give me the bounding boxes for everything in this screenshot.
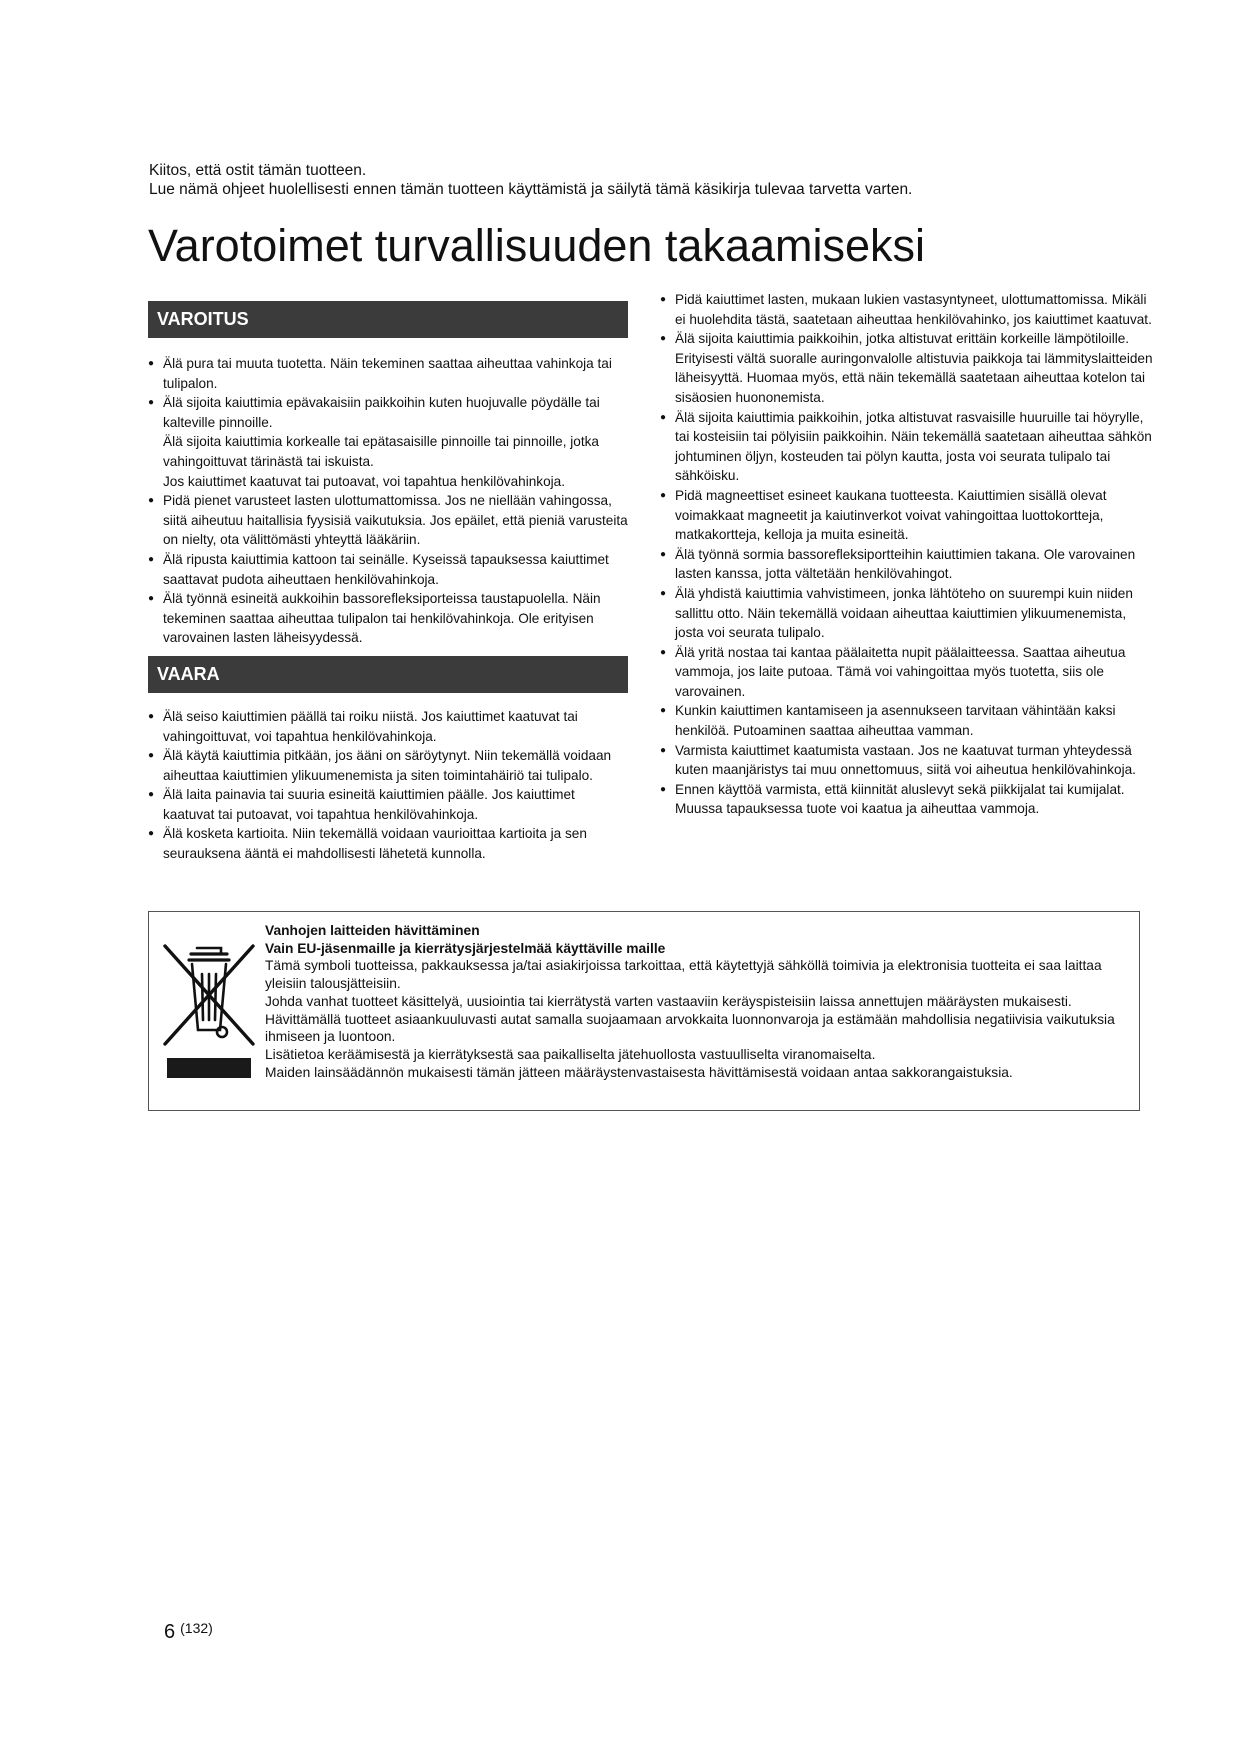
left-column <box>148 301 628 864</box>
danger-item <box>148 824 628 863</box>
warning-item-text: Varmista kaiuttimet kaatumista vastaan. Jos ne kaatuvat turman yhteydessä kuten maanjäristys tai muu onnettomuus, siitä voi aiheutua henkilövahinkoja. <box>675 742 1136 778</box>
warning-item <box>660 701 1155 740</box>
danger-item <box>148 707 628 746</box>
warning-item <box>660 545 1155 584</box>
warning-list <box>148 354 628 648</box>
warning-item-text: Pidä magneettiset esineet kaukana tuotteesta. Kaiuttimien sisällä olevat voimakkaat magneetit ja kaiutinverkot voivat vahingoittaa luottokortteja, matkakortteja, kelloja ja muita esineitä. <box>675 487 1107 543</box>
page-number-total: (132) <box>180 1620 213 1636</box>
warning-item <box>660 408 1155 486</box>
warning-item <box>148 393 628 491</box>
intro-line-1: Kiitos, että ostit tämän tuotteen. <box>149 162 367 179</box>
warning-item-text: Älä sijoita kaiuttimia paikkoihin, jotka altistuvat erittäin korkeille lämpötiloille. Erityisesti vältä suoralle auringonvalolle altistuvia paikkoja tai lämmityslaitteiden läheisyyttä. Huomaa myös, että näin tekemällä saatetaan aiheuttaa kotelon tai sisäosien huononemista. <box>675 331 1153 405</box>
warning-item <box>660 780 1155 819</box>
warning-item <box>660 290 1155 329</box>
warning-item <box>148 354 628 393</box>
page-number <box>164 1620 213 1644</box>
warning-item <box>660 486 1155 545</box>
warning-item-text: Älä työnnä esineitä aukkoihin bassorefleksiporteissa taustapuolella. Näin tekeminen saattaa aiheuttaa tulipalon tai henkilövahinkoja. Ole erityisen varovainen lasten läheisyydessä. <box>163 591 601 646</box>
danger-item-text: Älä laita painavia tai suuria esineitä kaiuttimien päälle. Jos kaiuttimet kaatuvat tai putoavat, voi tapahtua henkilövahinkoja. <box>163 787 575 822</box>
warning-item-text: Älä ripusta kaiuttimia kattoon tai seinälle. Kyseissä tapauksessa kaiuttimet saattavat pudota aiheuttaen henkilövahinkoja. <box>163 551 609 587</box>
intro <box>149 161 1109 199</box>
danger-heading: VAARA <box>148 656 628 693</box>
disposal-text <box>265 922 1135 1081</box>
right-column <box>660 290 1155 819</box>
disposal-paragraph: Tämä symboli tuotteissa, pakkauksessa ja/tai asiakirjoissa tarkoittaa, että käytettyjä sähköllä toimivia ja elektronisia tuotteita ei saa laittaa yleisiin talousjätteisiin. <box>265 958 1102 992</box>
warning-item-text: Pidä pienet varusteet lasten ulottumattomissa. Jos ne niellään vahingossa, siitä aiheutuu haitallisia fyysisiä vaikutuksia. Jos epäilet, että pieniä varusteita on nielty, ota välittömästi yhteyttä lääkäriin. <box>163 493 628 548</box>
warning-item <box>660 329 1155 407</box>
disposal-notice <box>148 911 1140 1111</box>
warning-item-text: Ennen käyttöä varmista, että kiinnität aluslevyt sekä piikkijalat tai kumijalat. Muussa tapauksessa tuote voi kaatua ja aiheuttaa vammoja. <box>675 781 1125 817</box>
danger-item-text: Älä kosketa kartioita. Niin tekemällä voidaan vaurioittaa kartioita ja sen seurauksena ääntä ei mahdollisesti lähetetä kunnolla. <box>163 826 587 862</box>
warning-item-text: Älä sijoita kaiuttimia epävakaisiin paikkoihin kuten huojuvalle pöydälle tai kalteville pinnoille. Älä sijoita kaiuttimia korkealle tai epätasaisille pinnoille tai pinnoille, jotka vahingoittuvat tärinästä tai iskuista. Jos kaiuttimet kaatuvat tai putoavat, voi tapahtua henkilövahinkoja. <box>163 395 600 489</box>
warning-item-text: Älä pura tai muuta tuotetta. Näin tekeminen saattaa aiheuttaa vahinkoja tai tulipalon. <box>163 356 612 391</box>
disposal-paragraph: Lisätietoa keräämisestä ja kierrätyksestä saa paikalliselta jätehuollosta vastuulliselta viranomaiselta. <box>265 1046 876 1062</box>
disposal-paragraph: Maiden lainsäädännön mukaisesti tämän jätteen määräystenvastaisesta hävittämisestä voidaan antaa sakkorangaistuksia. <box>265 1064 1013 1080</box>
disposal-paragraph: Hävittämällä tuotteet asiaankuuluvasti autat samalla suojaamaan arvokkaita luonnonvaroja ja estämään mahdollisia negatiivisia vaikutuksia ihmiseen ja luontoon. <box>265 1011 1115 1045</box>
disposal-subheading: Vain EU-jäsenmaille ja kierrätysjärjestelmää käyttäville maille <box>265 940 666 956</box>
warning-item <box>148 589 628 648</box>
disposal-heading: Vanhojen laitteiden hävittäminen <box>265 923 480 938</box>
warning-item-text: Älä työnnä sormia bassorefleksiportteihin kaiuttimien takana. Ole varovainen lasten kanssa, jotta vältetään henkilövahingot. <box>675 546 1136 582</box>
warning-item <box>660 584 1155 643</box>
warning-item-text: Älä sijoita kaiuttimia paikkoihin, jotka altistuvat rasvaisille huuruille tai höyrylle, tai kosteisiin tai pölyisiin paikkoihin. Näin tekemällä saatetaan aiheuttaa sähkön johtuminen öljyn, kosteuden tai pölyn kautta, josta voi seurata tulipalo tai sähköisku. <box>675 409 1152 484</box>
warning-heading: VAROITUS <box>148 301 628 338</box>
disposal-paragraph: Johda vanhat tuotteet käsittelyä, uusiointia tai kierrätystä varten vastaaviin keräyspisteisiin laissa annettujen määräysten mukaisesti. <box>265 993 1072 1009</box>
danger-item <box>148 785 628 824</box>
danger-item <box>148 746 628 785</box>
warning-item-text: Älä yritä nostaa tai kantaa päälaitetta nupit päälaitteessa. Saattaa aiheutua vammoja, jos laite putoaa. Tämä voi vahingoittaa myös tuotetta, siis ole varovainen. <box>675 644 1126 699</box>
warning-item-text: Älä yhdistä kaiuttimia vahvistimeen, jonka lähtöteho on suurempi kuin niiden sallittu otto. Näin tekemällä voidaan aiheuttaa kaiuttimien ylikuumenemista, josta voi seurata tulipalo. <box>675 585 1133 641</box>
danger-item-text: Älä käytä kaiuttimia pitkään, jos ääni on säröytynyt. Niin tekemällä voidaan aiheuttaa kaiuttimien ylikuumenemista ja siten toimintahäiriö tai tulipalo. <box>163 748 612 783</box>
right-warning-list <box>660 290 1155 819</box>
warning-item <box>148 491 628 550</box>
warning-item <box>660 643 1155 702</box>
intro-line-2: Lue nämä ohjeet huolellisesti ennen tämän tuotteen käyttämistä ja säilytä tämä käsikirja tulevaa tarvetta varten. <box>149 181 913 198</box>
danger-list <box>148 707 628 864</box>
warning-item-text: Pidä kaiuttimet lasten, mukaan lukien vastasyntyneet, ulottumattomissa. Mikäli ei huolehdita tästä, saatetaan aiheuttaa henkilövahinko, jos kaiuttimet kaatuvat. <box>675 292 1152 327</box>
warning-item <box>660 741 1155 780</box>
crossed-out-wheelie-bin-icon <box>159 940 259 1080</box>
warning-item <box>148 550 628 589</box>
warning-item-text: Kunkin kaiuttimen kantamiseen ja asennukseen tarvitaan vähintään kaksi henkilöä. Putoaminen saattaa aiheuttaa vamman. <box>675 703 1116 739</box>
page-title: Varotoimet turvallisuuden takaamiseksi <box>148 220 926 271</box>
page-number-current: 6 <box>164 1621 176 1643</box>
danger-item-text: Älä seiso kaiuttimien päällä tai roiku niistä. Jos kaiuttimet kaatuvat tai vahingoittuvat, voi tapahtua henkilövahinkoja. <box>163 708 578 744</box>
